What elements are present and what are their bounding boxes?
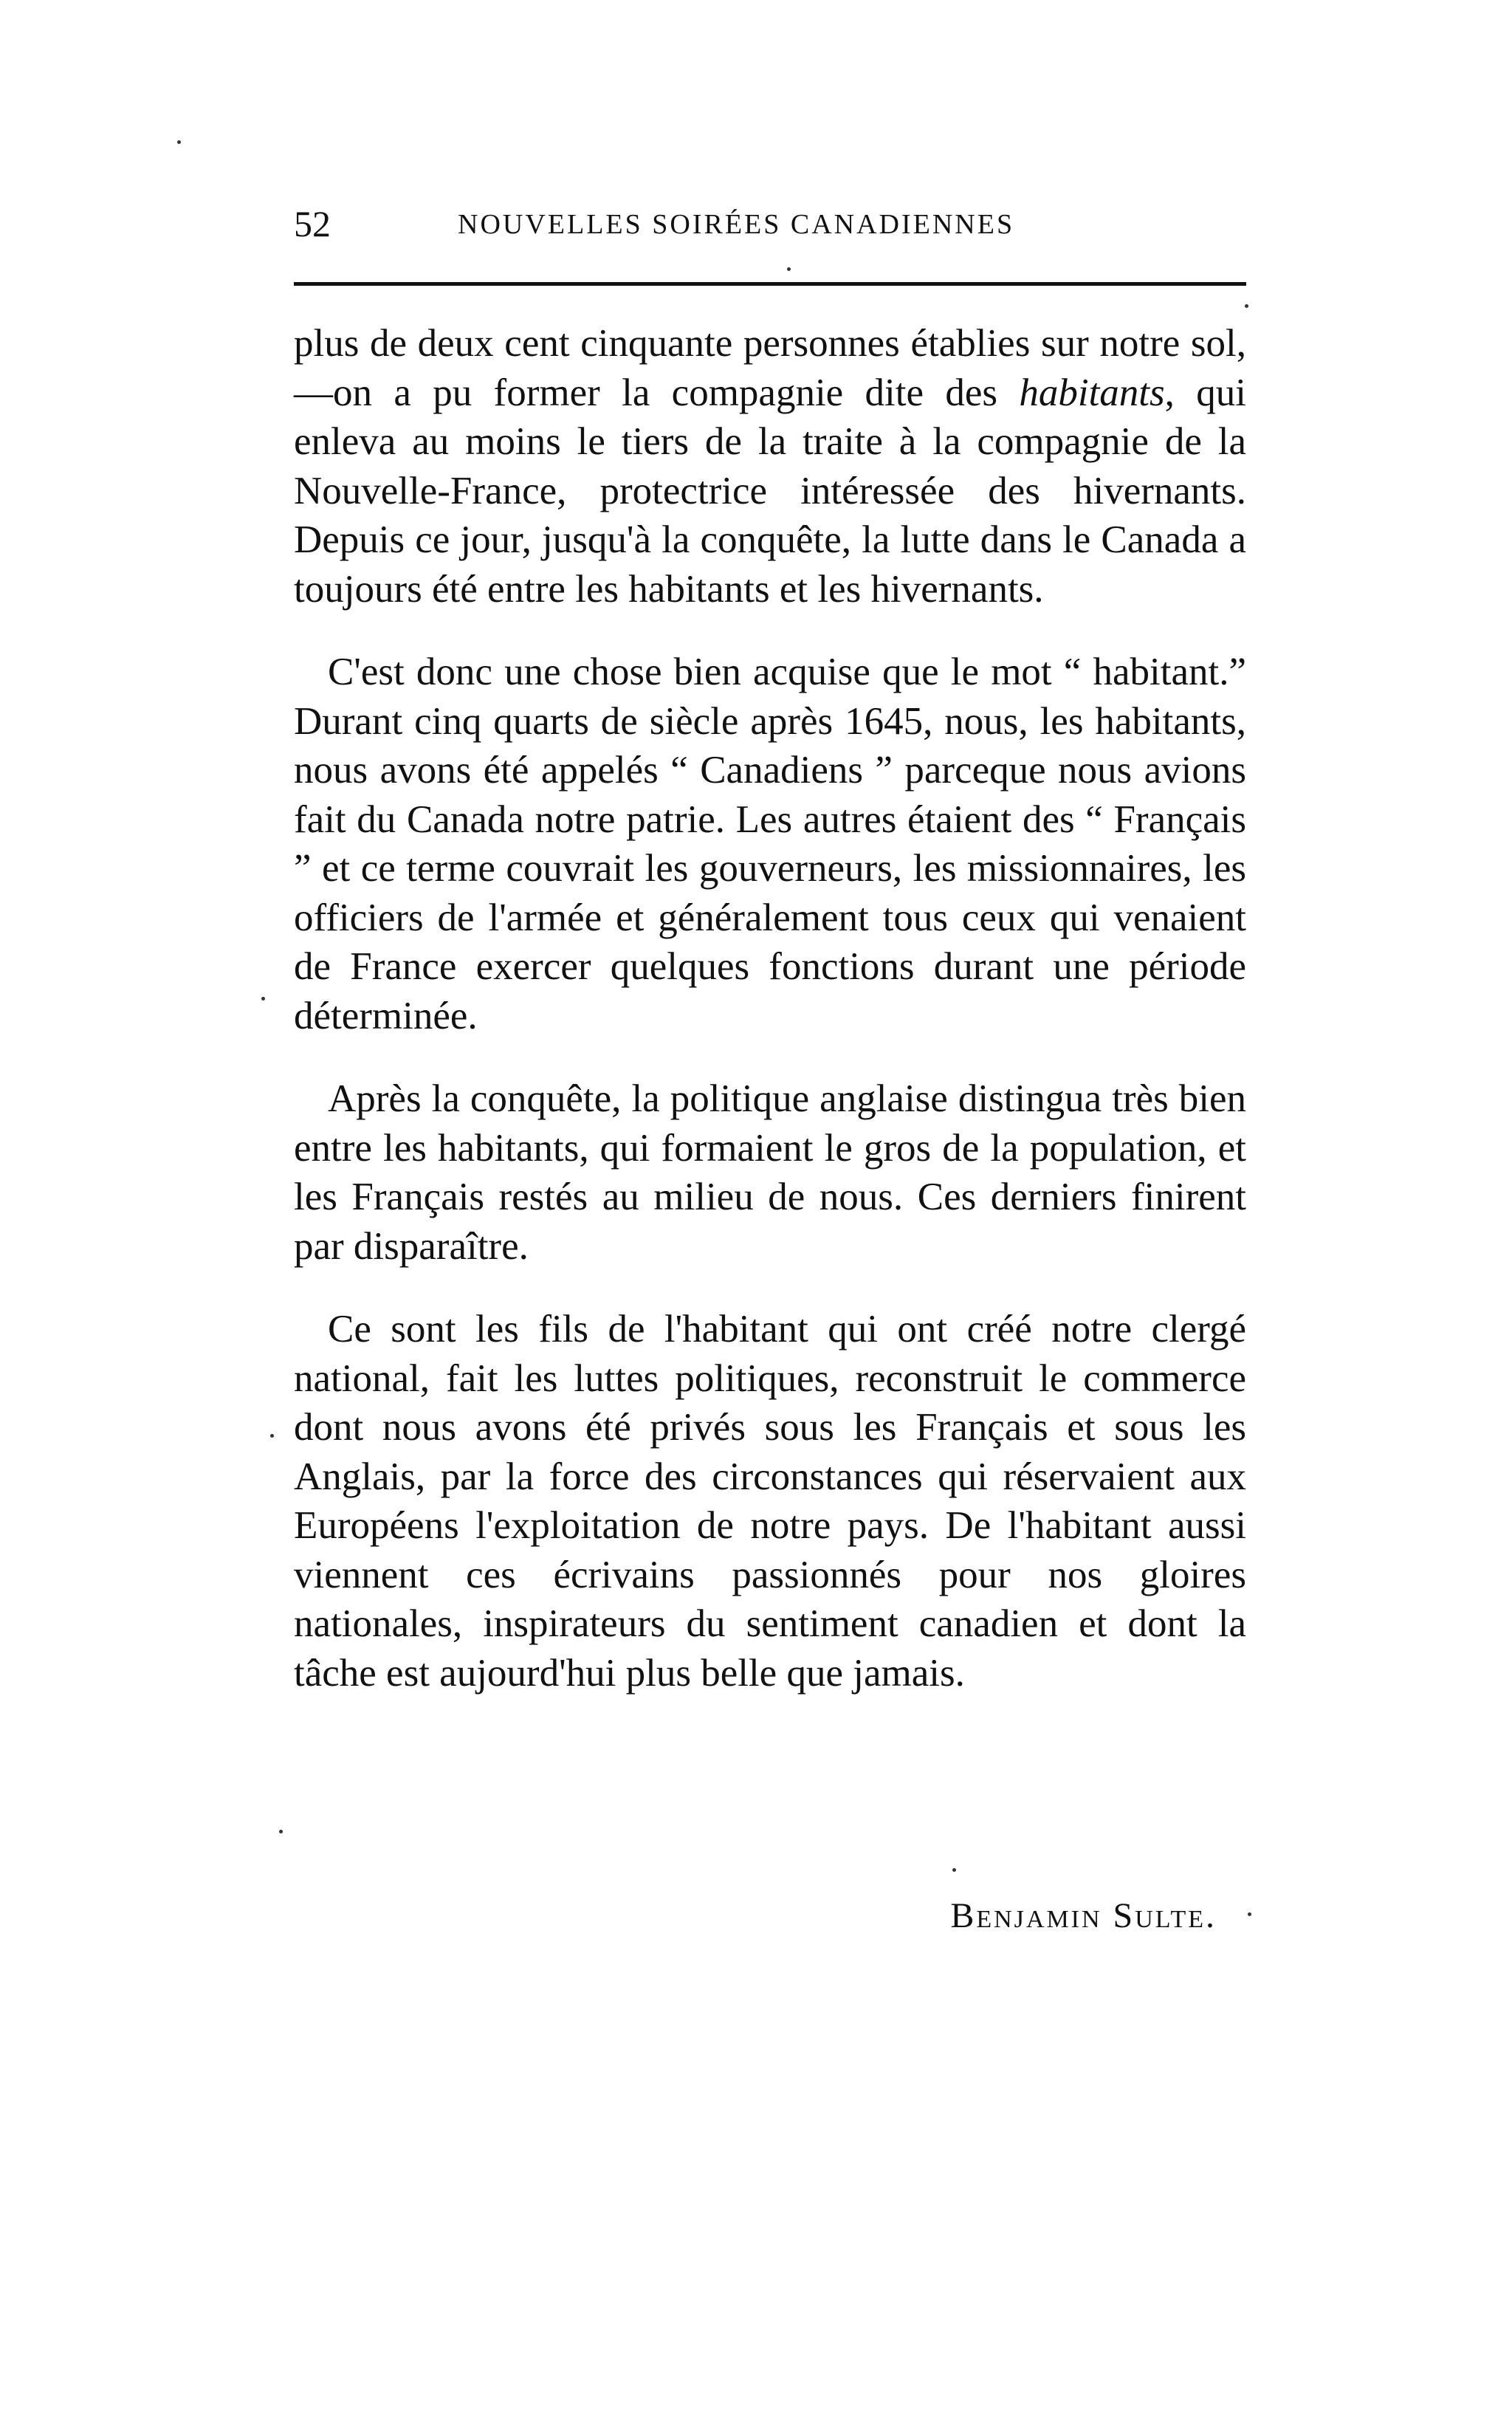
italic-habitants: habitants xyxy=(1019,371,1165,414)
print-speck xyxy=(177,140,181,144)
author-signature: Benjamin Sulte. xyxy=(950,1896,1217,1935)
print-speck xyxy=(279,1830,283,1833)
print-speck xyxy=(1248,1912,1251,1916)
print-speck xyxy=(952,1868,956,1872)
page-number: 52 xyxy=(294,203,331,244)
paragraph-4: Ce sont les fils de l'habitant qui ont créé notre clergé national, fait les luttes politiques, reconstruit le commerce dont nous avons été privés sous les Français et sous les Anglais, par la force des circonstances qui réservaient aux Européens l'exploitation de notre pays. De l'habitant aussi viennent ces écrivains passionnés pour nos gloires nationales, inspirateurs du sentiment canadien et dont la tâche est aujourd'hui plus belle que jamais. xyxy=(294,1308,1246,1695)
print-speck xyxy=(787,267,791,271)
print-speck xyxy=(1245,304,1248,308)
running-title: NOUVELLES SOIRÉES CANADIENNES xyxy=(458,209,1015,240)
paragraph-1-start: plus de deux cent cinquante personnes établies sur notre sol,—on a pu former la compagnie dite des xyxy=(294,322,1246,414)
print-speck xyxy=(270,1434,274,1438)
print-speck xyxy=(261,997,265,1001)
paragraph-3: Après la conquête, la politique anglaise distingua très bien entre les habitants, qui formaient le gros de la population, et les Français restés au milieu de nous. Ces derniers finirent par disparaître. xyxy=(294,1077,1246,1268)
paragraph-1-end: , qui enleva au moins le tiers de la traite à la compagnie de la Nouvelle-France, protectrice intéressée des hivernants. Depuis ce jour, jusqu'à la conquête, la lutte dans le Canada a toujours été entre les habitants et les hivernants. xyxy=(294,371,1246,611)
running-head xyxy=(294,198,1246,250)
header-rule xyxy=(294,282,1246,286)
body-text xyxy=(294,319,1246,1732)
paragraph-2: C'est donc une chose bien acquise que le mot “ habitant.” Durant cinq quarts de siècle après 1645, nous, les habitants, nous avons été appelés “ Canadiens ” parceque nous avions fait du Canada notre patrie. Les autres étaient des “ Français ” et ce terme couvrait les gouverneurs, les missionnaires, les officiers de l'armée et généralement tous ceux qui venaient de France exercer quelques fonctions durant une période déterminée. xyxy=(294,651,1246,1037)
paragraph-1 xyxy=(294,319,1246,614)
